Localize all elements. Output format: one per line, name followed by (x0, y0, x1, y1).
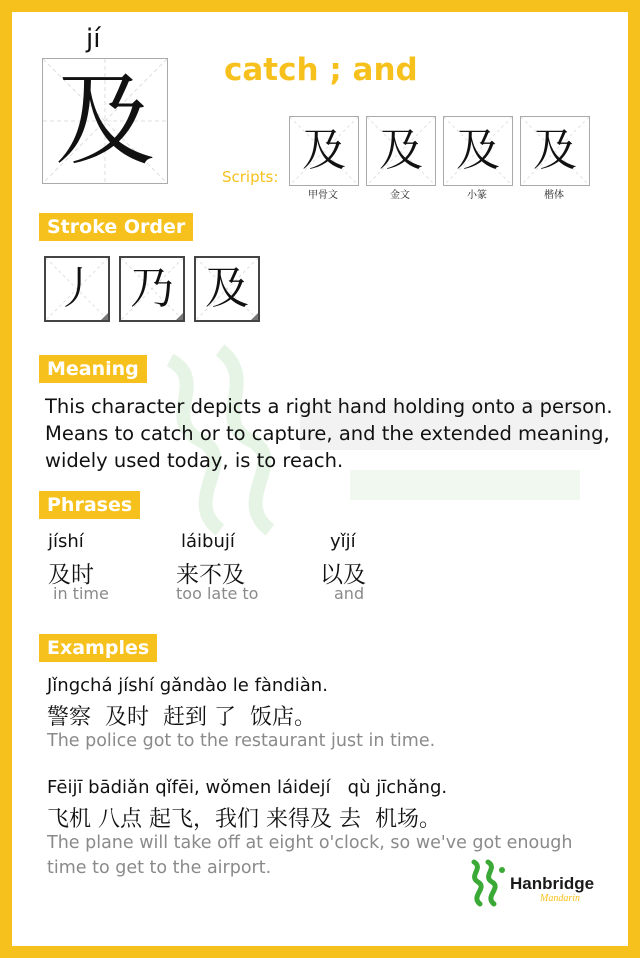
main-character-box (42, 58, 168, 184)
logo-subtitle: Mandarin (540, 893, 580, 904)
script-glyph: 及 (379, 125, 423, 176)
logo-name: Hanbridge (510, 874, 595, 893)
script-caption: 楷体 (544, 190, 564, 201)
phrase-english: too late to (176, 584, 259, 603)
script-glyph: 及 (456, 125, 500, 176)
script-small-seal (443, 116, 513, 186)
stroke-order-heading: Stroke Order (39, 213, 193, 241)
corner-marker (101, 313, 108, 320)
script-caption: 金文 (390, 190, 410, 201)
script-bronze (366, 116, 436, 186)
phrase-hanzi: 及时 (48, 562, 94, 588)
character-pinyin: jí (86, 24, 101, 54)
hanbridge-logo-icon (466, 858, 508, 908)
phrase-english: in time (53, 584, 109, 603)
phrase-hanzi: 以及 (320, 562, 366, 588)
phrases-heading: Phrases (39, 491, 140, 519)
meaning-heading: Meaning (39, 355, 147, 383)
script-regular (520, 116, 590, 186)
corner-marker (251, 313, 258, 320)
stroke-step-2 (119, 256, 185, 322)
example-hanzi: 飞机 八点 起飞，我们 来得及 去 机场。 (47, 807, 441, 832)
character-meaning: catch ; and (224, 52, 418, 88)
scripts-label: Scripts: (222, 168, 279, 186)
stroke-glyph: 及 (205, 263, 249, 314)
stroke-step-1 (44, 256, 110, 322)
stroke-glyph: 乃 (130, 263, 174, 314)
meaning-text: This character depicts a right hand holding onto a person. Means to catch or to capture, and the extended meaning, widely used today, is to reach. (45, 395, 613, 472)
script-glyph: 及 (533, 125, 577, 176)
example-pinyin: Jǐngchá jíshí gǎndào le fàndiàn. (47, 675, 328, 696)
script-glyph: 及 (302, 125, 346, 176)
example-pinyin: Fēijī bādiǎn qǐfēi, wǒmen láidejí qù jīchǎng. (47, 777, 448, 798)
example-hanzi: 警察 及时 赶到 了 饭店。 (47, 705, 316, 730)
phrase-hanzi: 来不及 (176, 562, 245, 588)
main-character: 及 (55, 62, 155, 179)
example-english: The police got to the restaurant just in time. (47, 731, 436, 751)
stroke-glyph: 丿 (55, 263, 99, 314)
script-oracle-bone (289, 116, 359, 186)
phrase-english: and (334, 584, 365, 603)
script-caption: 甲骨文 (308, 190, 338, 201)
script-caption: 小篆 (467, 190, 487, 201)
example-english: The plane will take off at eight o'clock, so we've got enough time to get to the airport. (47, 833, 573, 878)
corner-marker (176, 313, 183, 320)
phrase-pinyin: yǐjí (330, 531, 356, 552)
examples-heading: Examples (39, 634, 157, 662)
phrase-pinyin: jíshí (48, 531, 84, 552)
stroke-step-3 (194, 256, 260, 322)
phrase-pinyin: láibují (181, 531, 235, 552)
